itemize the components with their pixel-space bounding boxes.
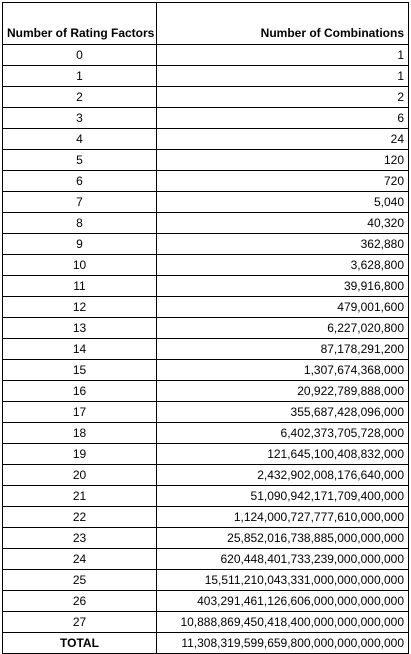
combinations-cell: 6,402,373,705,728,000 (157, 423, 409, 444)
table-row (3, 381, 409, 402)
rating-factor-cell: 19 (3, 444, 157, 465)
table-row (3, 402, 409, 423)
combinations-cell: 362,880 (157, 234, 409, 255)
combinations-cell: 39,916,800 (157, 276, 409, 297)
rating-factor-cell: 6 (3, 171, 157, 192)
rating-factor-cell: 12 (3, 297, 157, 318)
table-row (3, 528, 409, 549)
table-row (3, 444, 409, 465)
table-row (3, 276, 409, 297)
rating-factor-cell: 9 (3, 234, 157, 255)
table-row (3, 486, 409, 507)
combinations-cell: 479,001,600 (157, 297, 409, 318)
rating-factor-cell: 26 (3, 591, 157, 612)
total-row (3, 633, 409, 654)
table-row (3, 108, 409, 129)
combinations-cell: 121,645,100,408,832,000 (157, 444, 409, 465)
table-row (3, 87, 409, 108)
rating-factor-cell: 4 (3, 129, 157, 150)
rating-factor-cell: 16 (3, 381, 157, 402)
combinations-cell: 1 (157, 66, 409, 87)
table-row (3, 234, 409, 255)
combinations-cell: 5,040 (157, 192, 409, 213)
rating-factor-cell: 15 (3, 360, 157, 381)
combinations-cell: 620,448,401,733,239,000,000,000 (157, 549, 409, 570)
combinations-cell: 1,307,674,368,000 (157, 360, 409, 381)
rating-factor-cell: 20 (3, 465, 157, 486)
table-row (3, 465, 409, 486)
rating-factor-cell: 27 (3, 612, 157, 633)
rating-factor-cell: 22 (3, 507, 157, 528)
combinations-cell: 6,227,020,800 (157, 318, 409, 339)
combinations-cell: 6 (157, 108, 409, 129)
table-row (3, 45, 409, 66)
table-row (3, 591, 409, 612)
rating-factor-cell: 10 (3, 255, 157, 276)
combinations-cell: 1 (157, 45, 409, 66)
header-rating-factors: Number of Rating Factors (3, 3, 157, 45)
total-value: 11,308,319,599,659,800,000,000,000,000 (157, 633, 409, 654)
combinations-cell: 2,432,902,008,176,640,000 (157, 465, 409, 486)
rating-factor-cell: 13 (3, 318, 157, 339)
combinations-cell: 120 (157, 150, 409, 171)
rating-factor-cell: 23 (3, 528, 157, 549)
rating-factor-cell: 8 (3, 213, 157, 234)
combinations-cell: 51,090,942,171,709,400,000 (157, 486, 409, 507)
combinations-cell: 24 (157, 129, 409, 150)
table-row (3, 192, 409, 213)
rating-factor-cell: 14 (3, 339, 157, 360)
rating-factor-cell: 3 (3, 108, 157, 129)
table-row (3, 339, 409, 360)
table-row (3, 570, 409, 591)
header-combinations: Number of Combinations (157, 3, 409, 45)
table-row (3, 423, 409, 444)
rating-factor-cell: 2 (3, 87, 157, 108)
rating-factor-cell: 24 (3, 549, 157, 570)
combinations-cell: 1,124,000,727,777,610,000,000 (157, 507, 409, 528)
combinations-cell: 25,852,016,738,885,000,000,000 (157, 528, 409, 549)
combinations-cell: 403,291,461,126,606,000,000,000,000 (157, 591, 409, 612)
rating-factor-cell: 21 (3, 486, 157, 507)
combinations-cell: 2 (157, 87, 409, 108)
table-row (3, 171, 409, 192)
combinations-cell: 3,628,800 (157, 255, 409, 276)
rating-factor-cell: 0 (3, 45, 157, 66)
rating-factor-cell: 5 (3, 150, 157, 171)
rating-factor-cell: 17 (3, 402, 157, 423)
combinations-cell: 40,320 (157, 213, 409, 234)
table-row (3, 150, 409, 171)
table-row (3, 255, 409, 276)
combinations-cell: 87,178,291,200 (157, 339, 409, 360)
rating-factor-cell: 18 (3, 423, 157, 444)
combinations-cell: 720 (157, 171, 409, 192)
table-row (3, 213, 409, 234)
table-row (3, 507, 409, 528)
combinations-cell: 15,511,210,043,331,000,000,000,000 (157, 570, 409, 591)
combinations-cell: 20,922,789,888,000 (157, 381, 409, 402)
table-header-row (3, 3, 409, 45)
table-row (3, 549, 409, 570)
table-row (3, 129, 409, 150)
table-row (3, 612, 409, 633)
table-row (3, 360, 409, 381)
table-row (3, 297, 409, 318)
table-row (3, 66, 409, 87)
combinations-cell: 355,687,428,096,000 (157, 402, 409, 423)
rating-factor-cell: 25 (3, 570, 157, 591)
combinations-cell: 10,888,869,450,418,400,000,000,000,000 (157, 612, 409, 633)
rating-factors-table (2, 2, 409, 654)
rating-factor-cell: 1 (3, 66, 157, 87)
table-row (3, 318, 409, 339)
total-label: TOTAL (3, 633, 157, 654)
rating-factor-cell: 11 (3, 276, 157, 297)
table-body (3, 45, 409, 654)
rating-factor-cell: 7 (3, 192, 157, 213)
